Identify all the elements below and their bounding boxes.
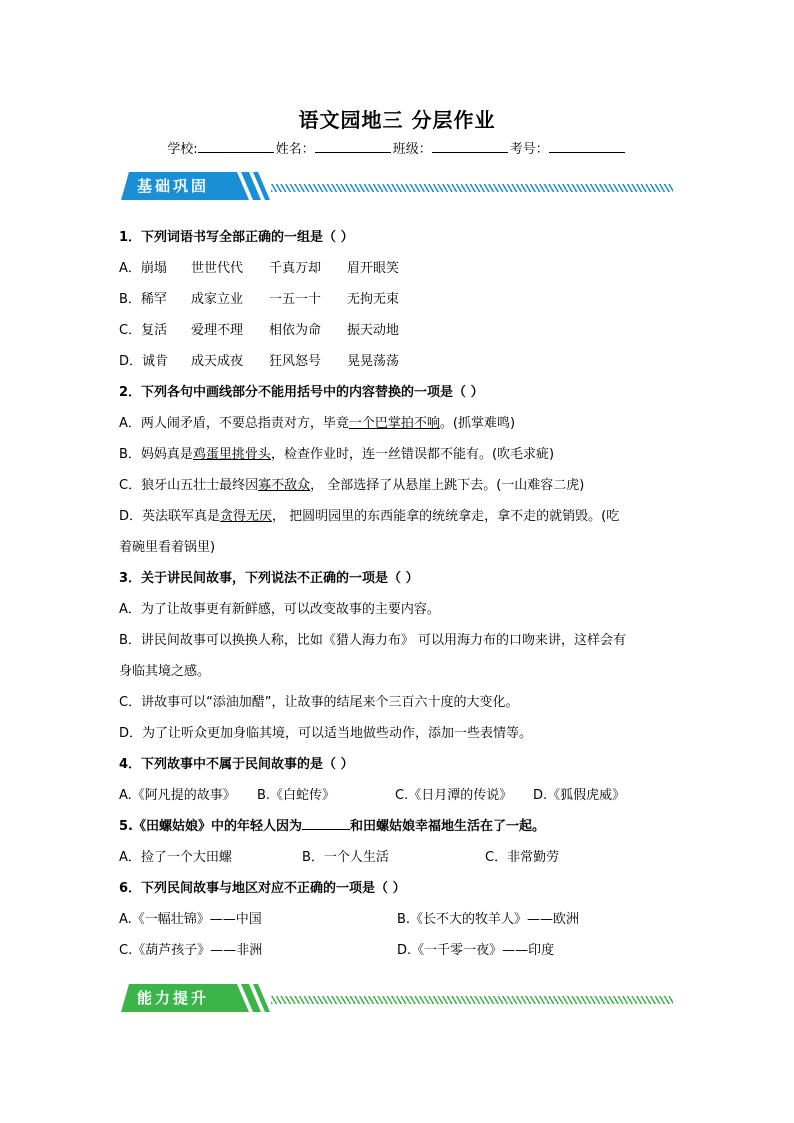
option-word: 振天动地 xyxy=(347,323,400,338)
question-6-option-a[interactable]: A.《一幅壮锦》——中国 xyxy=(119,912,262,927)
question-4-stem: 4．下列故事中不属于民间故事的是（ ） xyxy=(119,757,354,772)
option-word: 无拘无束 xyxy=(347,292,400,307)
option-word: 成天成夜 xyxy=(191,354,244,369)
question-3-option-b[interactable]: B．讲民间故事可以换换人称，比如《猎人海力布》 可以用海力布的口吻来讲，这样会有 xyxy=(119,633,627,648)
question-4-option-d[interactable]: D.《狐假虎威》 xyxy=(533,788,626,803)
option-word: 相依为命 xyxy=(269,323,322,338)
question-4-option-a[interactable]: A.《阿凡提的故事》 xyxy=(119,788,236,803)
section-title-advanced: 能力提升 xyxy=(137,989,210,1007)
question-6-option-c[interactable]: C.《葫芦孩子》——非洲 xyxy=(119,943,263,958)
question-3-option-c[interactable]: C．讲故事可以“添油加醋”，让故事的结尾来个三百六十度的大变化。 xyxy=(119,695,519,710)
question-6-option-b[interactable]: B.《长不大的牧羊人》——欧洲 xyxy=(397,912,580,927)
answer-blank[interactable] xyxy=(302,815,350,830)
question-1-option-b[interactable] xyxy=(119,284,679,315)
question-2-option-d-continued: 着碗里看着锅里) xyxy=(119,540,216,555)
question-1-stem: 1．下列词语书写全部正确的一组是（ ） xyxy=(119,230,354,245)
section-title-basic: 基础巩固 xyxy=(137,177,210,195)
class-blank[interactable] xyxy=(432,140,508,153)
underlined-phrase: 寡不敌众 xyxy=(258,478,311,493)
question-3-stem: 3．关于讲民间故事，下列说法不正确的一项是（ ） xyxy=(119,571,419,586)
question-2-option-a[interactable]: A．两人闹矛盾，不要总指责对方，毕竟一个巴掌拍不响。(抓掌难鸣) xyxy=(119,416,516,431)
question-1-option-a[interactable] xyxy=(119,253,679,284)
exam-label: 考号： xyxy=(509,142,549,157)
option-word: 爱理不理 xyxy=(191,323,244,338)
option-label: D．诚肯 xyxy=(119,354,169,369)
question-1-option-d[interactable] xyxy=(119,346,679,377)
question-6-options-row-2 xyxy=(119,935,679,966)
name-label: 姓名： xyxy=(275,142,315,157)
question-3-option-a[interactable]: A．为了让故事更有新鲜感，可以改变故事的主要内容。 xyxy=(119,602,440,617)
underlined-phrase: 鸡蛋里挑骨头 xyxy=(192,447,271,462)
banner-hatch-line xyxy=(271,184,673,192)
question-4-option-b[interactable]: B.《白蛇传》 xyxy=(257,788,336,803)
class-label: 班级： xyxy=(392,142,432,157)
question-6-stem: 6．下列民间故事与地区对应不正确的一项是（ ） xyxy=(119,881,406,896)
option-label: A．崩塌 xyxy=(119,261,167,276)
question-2-option-c[interactable]: C．狼牙山五壮士最终因寡不敌众， 全部选择了从悬崖上跳下去。(一山难容二虎) xyxy=(119,478,585,493)
option-label: B．稀罕 xyxy=(119,292,167,307)
option-word: 世世代代 xyxy=(191,261,244,276)
name-blank[interactable] xyxy=(315,140,391,153)
option-word: 成家立业 xyxy=(191,292,244,307)
option-word: 晃晃荡荡 xyxy=(347,354,400,369)
page-title: 语文园地三 分层作业 xyxy=(298,108,496,132)
option-label: C．复活 xyxy=(119,323,168,338)
question-5-stem: 5.《田螺姑娘》中的年轻人因为 和田螺姑娘幸福地生活在了一起。 xyxy=(119,811,679,842)
question-5-option-c[interactable]: C．非常勤劳 xyxy=(485,850,560,865)
question-3-option-b-continued: 身临其境之感。 xyxy=(119,664,211,679)
question-6-option-d[interactable]: D.《一千零一夜》——印度 xyxy=(397,943,555,958)
school-blank[interactable] xyxy=(198,140,274,153)
question-5-options xyxy=(119,842,679,873)
question-5-option-a[interactable]: A．捡了一个大田螺 xyxy=(119,850,232,865)
option-word: 千真万却 xyxy=(269,261,322,276)
banner-hatch-line xyxy=(271,996,673,1004)
question-3-option-d[interactable]: D．为了让听众更加身临其境，可以适当地做些动作，添加一些表情等。 xyxy=(119,726,533,741)
section-banner-basic xyxy=(121,170,673,202)
question-6-options-row-1 xyxy=(119,904,679,935)
underlined-phrase: 一个巴掌拍不响 xyxy=(348,416,440,431)
question-2-option-b[interactable]: B．妈妈真是鸡蛋里挑骨头，检查作业时，连一丝错误都不能有。(吹毛求疵) xyxy=(119,447,555,462)
question-4-option-c[interactable]: C.《日月潭的传说》 xyxy=(395,788,513,803)
question-1-option-c[interactable] xyxy=(119,315,679,346)
school-label: 学校: xyxy=(167,142,198,157)
question-list xyxy=(119,222,679,966)
student-info-line xyxy=(0,138,794,157)
section-banner-advanced xyxy=(121,982,673,1014)
question-4-options xyxy=(119,780,679,811)
option-word: 眉开眼笑 xyxy=(347,261,400,276)
question-2-stem: 2．下列各句中画线部分不能用括号中的内容替换的一项是（ ） xyxy=(119,385,484,400)
underlined-phrase: 贪得无厌 xyxy=(220,509,273,524)
question-2-option-d[interactable]: D．英法联军真是贪得无厌， 把圆明园里的东西能拿的统统拿走，拿不走的就销毁。(吃 xyxy=(119,509,620,524)
option-word: 狂风怒号 xyxy=(269,354,322,369)
exam-blank[interactable] xyxy=(549,140,625,153)
question-5-option-b[interactable]: B．一个人生活 xyxy=(302,850,389,865)
option-word: 一五一十 xyxy=(269,292,322,307)
